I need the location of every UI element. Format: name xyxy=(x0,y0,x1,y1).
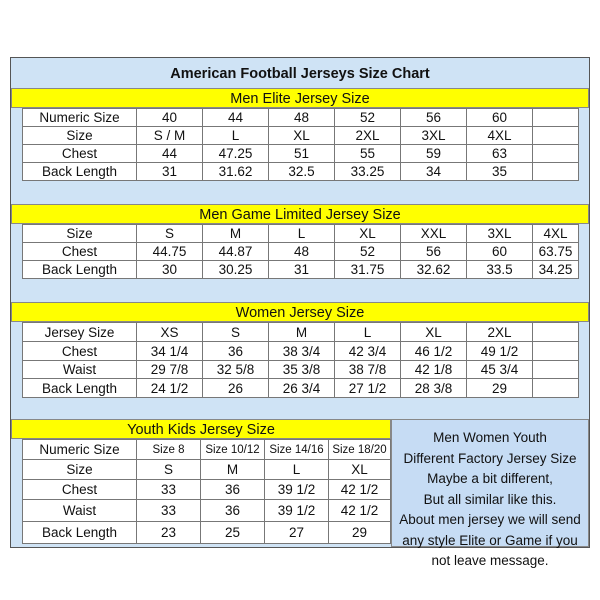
table-cell: 56 xyxy=(401,109,467,127)
table-row xyxy=(23,500,391,522)
table-cell: XS xyxy=(137,323,203,342)
table-cell: 32.5 xyxy=(269,163,335,181)
table-cell: 32.62 xyxy=(401,261,467,279)
table-cell: 26 3/4 xyxy=(269,379,335,398)
table-cell: 55 xyxy=(335,145,401,163)
table-cell xyxy=(533,145,579,163)
table-cell: 4XL xyxy=(533,225,579,243)
row-label: Waist xyxy=(23,361,137,379)
note-line: Men Women Youth xyxy=(433,430,547,445)
table-cell: 33.25 xyxy=(335,163,401,181)
table-cell: S xyxy=(137,225,203,243)
table-cell: 2XL xyxy=(335,127,401,145)
table-cell: 35 3/8 xyxy=(269,361,335,379)
table-cell: 2XL xyxy=(467,323,533,342)
table-cell: 34 xyxy=(401,163,467,181)
table-cell xyxy=(533,163,579,181)
row-label: Size xyxy=(23,127,137,145)
table-cell: 52 xyxy=(335,109,401,127)
note-line: About men jersey we will send xyxy=(399,512,581,527)
table-cell: 48 xyxy=(269,243,335,261)
game-table xyxy=(22,224,579,279)
table-cell xyxy=(533,127,579,145)
youth-heading: Youth Kids Jersey Size xyxy=(11,419,391,439)
table-cell: M xyxy=(269,323,335,342)
row-label: Back Length xyxy=(23,522,137,544)
table-cell: 28 3/8 xyxy=(401,379,467,398)
table-cell: 23 xyxy=(137,522,201,544)
table-cell: 3XL xyxy=(401,127,467,145)
table-cell: 29 7/8 xyxy=(137,361,203,379)
table-cell: 31.62 xyxy=(203,163,269,181)
table-cell: M xyxy=(203,225,269,243)
table-cell: Size 14/16 xyxy=(265,440,329,460)
table-cell: 30.25 xyxy=(203,261,269,279)
table-cell: Size 8 xyxy=(137,440,201,460)
row-label: Chest xyxy=(23,480,137,500)
table-cell: 51 xyxy=(269,145,335,163)
chart-title: American Football Jerseys Size Chart xyxy=(170,66,430,82)
table-cell: 47.25 xyxy=(203,145,269,163)
note-line: any style Elite or Game if you xyxy=(402,532,578,548)
table-cell xyxy=(533,109,579,127)
row-label: Chest xyxy=(23,243,137,261)
table-cell xyxy=(533,342,579,361)
table-cell: 26 xyxy=(203,379,269,398)
table-cell: 32 5/8 xyxy=(203,361,269,379)
table-cell: L xyxy=(203,127,269,145)
table-cell: 36 xyxy=(201,480,265,500)
table-cell: 31 xyxy=(137,163,203,181)
table-cell: 42 1/2 xyxy=(329,500,391,522)
table-cell: 38 7/8 xyxy=(335,361,401,379)
table-cell: 63 xyxy=(467,145,533,163)
table-row xyxy=(23,109,579,127)
table-row xyxy=(23,127,579,145)
table-cell: 33.5 xyxy=(467,261,533,279)
row-label: Chest xyxy=(23,145,137,163)
row-label: Size xyxy=(23,460,137,480)
women-table xyxy=(22,322,579,398)
table-cell: L xyxy=(335,323,401,342)
table-cell: 59 xyxy=(401,145,467,163)
table-cell: 29 xyxy=(329,522,391,544)
table-cell: 27 xyxy=(265,522,329,544)
table-cell: 30 xyxy=(137,261,203,279)
table-row xyxy=(23,460,391,480)
table-cell: 42 1/2 xyxy=(329,480,391,500)
table-cell: 24 1/2 xyxy=(137,379,203,398)
table-cell: S xyxy=(203,323,269,342)
table-cell: XL xyxy=(401,323,467,342)
table-cell: 60 xyxy=(467,109,533,127)
note-line: Maybe a bit different, xyxy=(427,471,553,486)
row-label: Numeric Size xyxy=(23,440,137,460)
table-cell: 38 3/4 xyxy=(269,342,335,361)
row-label: Back Length xyxy=(23,379,137,398)
table-cell: 36 xyxy=(201,500,265,522)
table-cell: M xyxy=(201,460,265,480)
row-label: Waist xyxy=(23,500,137,522)
row-label: Back Length xyxy=(23,163,137,181)
table-cell: 29 xyxy=(467,379,533,398)
table-cell: 44.87 xyxy=(203,243,269,261)
table-cell: XL xyxy=(269,127,335,145)
table-cell: S / M xyxy=(137,127,203,145)
table-cell: 39 1/2 xyxy=(265,480,329,500)
table-cell: 27 1/2 xyxy=(335,379,401,398)
table-cell: 46 1/2 xyxy=(401,342,467,361)
table-cell: 40 xyxy=(137,109,203,127)
note-line: not leave message. xyxy=(431,553,549,568)
row-label: Size xyxy=(23,225,137,243)
table-row xyxy=(23,225,579,243)
row-label: Chest xyxy=(23,342,137,361)
table-cell: 56 xyxy=(401,243,467,261)
table-row xyxy=(23,261,579,279)
table-cell xyxy=(533,379,579,398)
table-cell: 33 xyxy=(137,480,201,500)
table-cell: 36 xyxy=(203,342,269,361)
row-label: Back Length xyxy=(23,261,137,279)
table-row xyxy=(23,342,579,361)
table-row xyxy=(23,243,579,261)
table-cell: 3XL xyxy=(467,225,533,243)
table-row xyxy=(23,522,391,544)
table-cell: 45 3/4 xyxy=(467,361,533,379)
table-cell: XXL xyxy=(401,225,467,243)
table-cell: Size 10/12 xyxy=(201,440,265,460)
table-cell: 44 xyxy=(137,145,203,163)
table-cell: Size 18/20 xyxy=(329,440,391,460)
table-cell: 49 1/2 xyxy=(467,342,533,361)
table-row xyxy=(23,440,391,460)
table-cell: 52 xyxy=(335,243,401,261)
table-cell: 31 xyxy=(269,261,335,279)
size-chart xyxy=(10,57,590,568)
table-cell: XL xyxy=(329,460,391,480)
table-row xyxy=(23,379,579,398)
table-cell: 39 1/2 xyxy=(265,500,329,522)
table-cell: 34 1/4 xyxy=(137,342,203,361)
game-heading: Men Game Limited Jersey Size xyxy=(11,204,589,224)
row-label: Jersey Size xyxy=(23,323,137,342)
table-cell: 63.75 xyxy=(533,243,579,261)
table-cell: L xyxy=(265,460,329,480)
table-cell: 48 xyxy=(269,109,335,127)
table-cell xyxy=(533,361,579,379)
table-cell: S xyxy=(137,460,201,480)
table-cell: 33 xyxy=(137,500,201,522)
women-heading: Women Jersey Size xyxy=(11,302,589,322)
elite-heading: Men Elite Jersey Size xyxy=(11,88,589,108)
elite-table xyxy=(22,108,579,181)
size-note xyxy=(391,419,589,568)
table-cell: 42 3/4 xyxy=(335,342,401,361)
youth-table xyxy=(22,439,391,544)
note-line: Different Factory Jersey Size xyxy=(403,450,577,466)
row-label: Numeric Size xyxy=(23,109,137,127)
note-line: But all similar like this. xyxy=(423,491,557,507)
table-cell: 35 xyxy=(467,163,533,181)
table-cell: 60 xyxy=(467,243,533,261)
table-cell xyxy=(533,323,579,342)
table-row xyxy=(23,480,391,500)
table-cell: 34.25 xyxy=(533,261,579,279)
table-row xyxy=(23,361,579,379)
table-cell: 42 1/8 xyxy=(401,361,467,379)
table-row xyxy=(23,323,579,342)
table-cell: 44.75 xyxy=(137,243,203,261)
table-cell: 25 xyxy=(201,522,265,544)
table-cell: L xyxy=(269,225,335,243)
table-row xyxy=(23,145,579,163)
table-cell: 31.75 xyxy=(335,261,401,279)
table-row xyxy=(23,163,579,181)
table-cell: XL xyxy=(335,225,401,243)
table-cell: 44 xyxy=(203,109,269,127)
table-cell: 4XL xyxy=(467,127,533,145)
